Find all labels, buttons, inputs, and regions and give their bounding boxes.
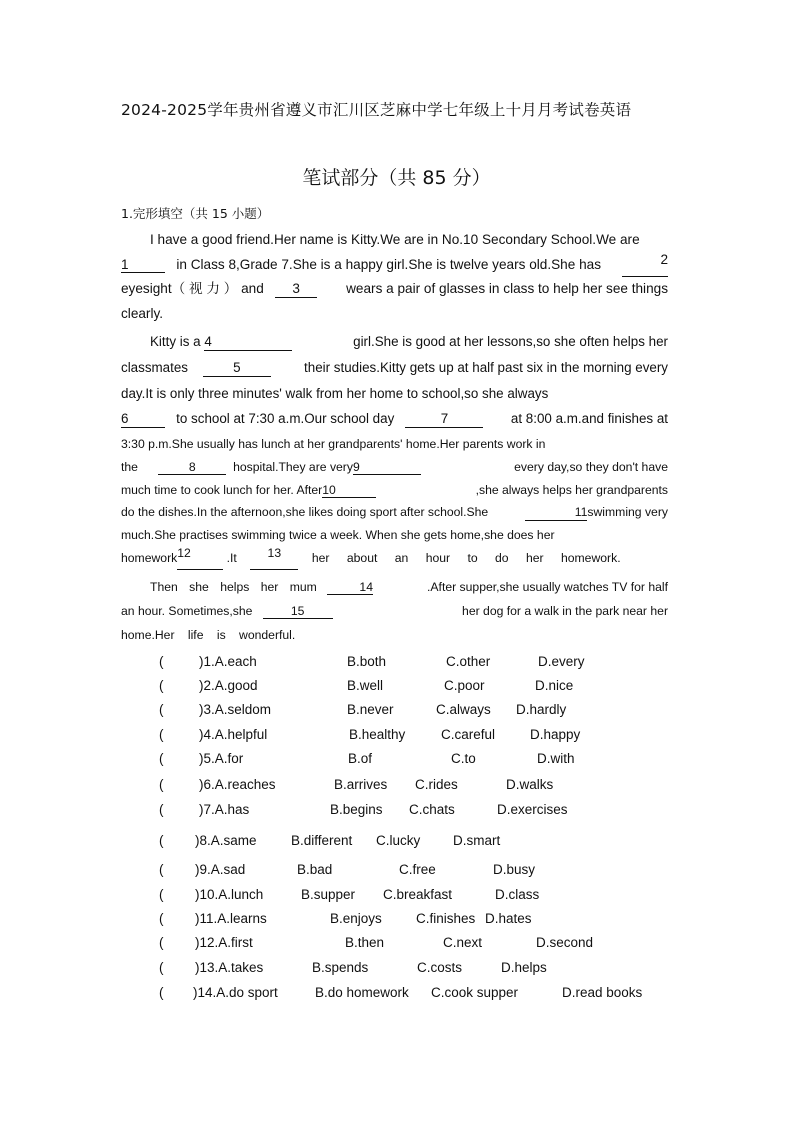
passage-line: 3:30 p.m.She usually has lunch at her grandparents' home.Her parents work in — [121, 437, 546, 451]
blank-5[interactable]: 5 — [203, 361, 271, 377]
option-b[interactable]: B.bad — [297, 862, 333, 877]
passage-line: Kitty is a 4 girl.She is good at her lessons,so she often helps her — [150, 334, 668, 349]
passage-line: classmates 5 their studies.Kitty gets up at half past six in the morning every — [121, 359, 668, 375]
option-b[interactable]: B.both — [347, 654, 387, 669]
option-c[interactable]: C.always — [436, 702, 491, 717]
option-d[interactable]: D.happy — [530, 727, 581, 742]
option-b[interactable]: B.enjoys — [330, 911, 382, 926]
blank-8[interactable]: 8 — [158, 461, 226, 475]
option-d[interactable]: D.walks — [506, 777, 554, 792]
option-b[interactable]: B.do homework — [315, 985, 409, 1000]
option-a[interactable]: )2.A.good — [199, 678, 258, 693]
option-a[interactable]: )8.A.same — [195, 833, 257, 848]
passage-line: an hour. Sometimes,she 15 her dog for a walk in the park near her — [121, 604, 668, 618]
passage-line: 1 in Class 8,Grade 7.She is a happy girl.She is twelve years old.She has 2 — [121, 253, 668, 278]
option-d[interactable]: D.read books — [562, 985, 643, 1000]
blank-1[interactable]: 1 — [121, 258, 165, 274]
option-a[interactable]: )5.A.for — [199, 751, 244, 766]
option-c[interactable]: C.finishes — [416, 911, 476, 926]
option-a[interactable]: )10.A.lunch — [195, 887, 264, 902]
blank-10[interactable]: 10 — [322, 484, 376, 498]
option-d[interactable]: D.hardly — [516, 702, 567, 717]
passage-line: clearly. — [121, 305, 164, 321]
option-b[interactable]: B.arrives — [334, 777, 388, 792]
option-a[interactable]: )6.A.reaches — [199, 777, 276, 792]
option-b[interactable]: B.spends — [312, 960, 369, 975]
document-title: 2024-2025学年贵州省遵义市汇川区芝麻中学七年级上十月月考试卷英语 — [121, 101, 632, 119]
option-c[interactable]: C.other — [446, 654, 491, 669]
passage-line: homework 12 .It 13 her about an hour to do her homework. — [121, 547, 668, 570]
option-d[interactable]: D.second — [536, 935, 594, 950]
option-a[interactable]: )14.A.do sport — [193, 985, 278, 1000]
passage-paragraph-3 — [121, 575, 668, 647]
option-c[interactable]: C.poor — [444, 678, 485, 693]
option-c[interactable]: C.careful — [441, 727, 496, 742]
passage-line: home.Her life is wonderful. — [121, 628, 296, 642]
option-d[interactable]: D.nice — [535, 678, 574, 693]
option-d[interactable]: D.every — [538, 654, 585, 669]
option-c[interactable]: C.to — [451, 751, 476, 766]
option-c[interactable]: C.next — [443, 935, 483, 950]
option-c[interactable]: C.lucky — [376, 833, 421, 848]
option-a[interactable]: )11.A.learns — [195, 911, 267, 926]
blank-2[interactable]: 2 — [622, 253, 668, 278]
blank-4[interactable]: 4 — [204, 335, 292, 351]
option-a[interactable]: )7.A.has — [199, 802, 250, 817]
option-d[interactable]: D.helps — [501, 960, 547, 975]
option-d[interactable]: D.with — [537, 751, 575, 766]
option-c[interactable]: C.breakfast — [383, 887, 453, 902]
option-b[interactable]: B.supper — [301, 887, 356, 902]
option-c[interactable]: C.rides — [415, 777, 458, 792]
question-section-label: 1.完形填空（共 15 小题） — [121, 206, 270, 221]
option-b[interactable]: B.different — [291, 833, 353, 848]
option-b[interactable]: B.begins — [330, 802, 383, 817]
option-a[interactable]: )9.A.sad — [195, 862, 246, 877]
blank-9[interactable]: 9 — [353, 461, 421, 475]
passage-paragraph-1 — [121, 228, 668, 326]
option-a[interactable]: )1.A.each — [199, 654, 257, 669]
option-d[interactable]: D.busy — [493, 862, 536, 877]
option-a[interactable]: )13.A.takes — [195, 960, 264, 975]
passage-line: do the dishes.In the afternoon,she likes doing sport after school.She 11swimming very — [121, 505, 668, 520]
option-c[interactable]: C.cook supper — [431, 985, 519, 1000]
option-d[interactable]: D.smart — [453, 833, 501, 848]
option-b[interactable]: B.then — [345, 935, 385, 950]
option-d[interactable]: D.class — [495, 887, 540, 902]
passage-line: I have a good friend.Her name is Kitty.We are in No.10 Secondary School.We are — [150, 232, 640, 247]
option-d[interactable]: D.exercises — [497, 802, 568, 817]
passage-paragraph-2-continued — [121, 433, 668, 570]
passage-paragraph-2 — [121, 329, 668, 432]
passage-line: 6 to school at 7:30 a.m.Our school day 7 at 8:00 a.m.and finishes at — [121, 411, 668, 427]
option-b[interactable]: B.healthy — [349, 727, 406, 742]
blank-13[interactable]: 13 — [250, 547, 298, 570]
blank-15[interactable]: 15 — [263, 605, 333, 619]
option-b[interactable]: B.of — [348, 751, 373, 766]
option-c[interactable]: C.free — [399, 862, 436, 877]
exam-page: 2024-2025学年贵州省遵义市汇川区芝麻中学七年级上十月月考试卷英语 笔试部分（共 85 分） 1.完形填空（共 15 小题） I have a good friend.Her name is Kitty.We are in No.10 Secondary School.We are 1 in Class 8,Grade 7.She is a happy girl.She is twelve years old.She has 2 eyesight（ 视 力 ） and 3 wears a pair of glasses in class to help her see things clearly. Kitty is a 4 girl.She is good at her lessons,so she often helps her classmates 5 their studies.Kitty gets up at half past six in the morning every day.It is only three minutes' walk from her home to school,so she always 6 to school at 7:30 a.m.Our school day 7 at 8:00 a.m.and finishes at 3:30 p.m.She usually has lunch at her grandparents' home.Her parents work in the 8 hospital.They are very9 every day,so they don't have much time to cook lunch for her. After10 ,she always helps her grandparents do the dishes.In the afternoon,she likes doing sport after school.She 11swimming very much.She practises swimming twice a week. When she gets home,she does her homework 12 .It 13 her about an hour to do her homework. Then she helps her mum 14 .After supper,she usually watches TV for half an hour. Sometimes,she 15 her dog for a walk in the park near her home.Her life is wonderful. ( )1.A.each B.both C.other D.every ( )2.A.good B.well C.poor D.nice ( )3.A.seldom B.never C.always D.hardly ( )4.A.helpful B.healthy C.careful D.happy ( )5.A.for B.of C.to D.with ( )6.A.reaches B.arrives C.rides D.walks ( )7.A.has B.begins C.chats D.exercises ( )8.A.same B.different C.lucky D.smart ( )9.A.sad B.bad C.free D.busy ( )10.A.lunch B.supper C.breakfast D.class ( )11.A.learns B.enjoys C.finishes D.hates ( )12.A.first B.then C.next D.second ( )13.A.takes B.spends C.costs D.helps ( )14.A.do sport B.do homework C.cook supper D.read books — [0, 0, 793, 1123]
option-d[interactable]: D.hates — [485, 911, 532, 926]
passage-line: much.She practises swimming twice a week. When she gets home,she does her — [121, 528, 555, 543]
option-c[interactable]: C.costs — [417, 960, 463, 975]
option-b[interactable]: B.well — [347, 678, 384, 693]
option-b[interactable]: B.never — [347, 702, 394, 717]
passage-line: day.It is only three minutes' walk from her home to school,so she always — [121, 385, 549, 401]
blank-7[interactable]: 7 — [405, 412, 483, 428]
section-heading: 笔试部分（共 85 分） — [302, 167, 491, 189]
passage-line: the 8 hospital.They are very9 every day,so they don't have — [121, 459, 668, 474]
blank-6[interactable]: 6 — [121, 412, 165, 428]
option-c[interactable]: C.chats — [409, 802, 455, 817]
passage-line: Then she helps her mum 14 .After supper,she usually watches TV for half — [150, 580, 668, 594]
blank-11[interactable]: 11 — [525, 506, 587, 520]
blank-3[interactable]: 3 — [275, 282, 317, 298]
passage-line: eyesight（ 视 力 ） and 3 wears a pair of glasses in class to help her see things — [121, 281, 668, 296]
passage-line: much time to cook lunch for her. After10 ,she always helps her grandparents — [121, 482, 668, 497]
blank-14[interactable]: 14 — [327, 581, 373, 595]
option-a[interactable]: )3.A.seldom — [199, 702, 272, 717]
option-a[interactable]: )12.A.first — [195, 935, 253, 950]
option-a[interactable]: )4.A.helpful — [199, 727, 268, 742]
blank-12[interactable]: 12 — [177, 547, 223, 570]
